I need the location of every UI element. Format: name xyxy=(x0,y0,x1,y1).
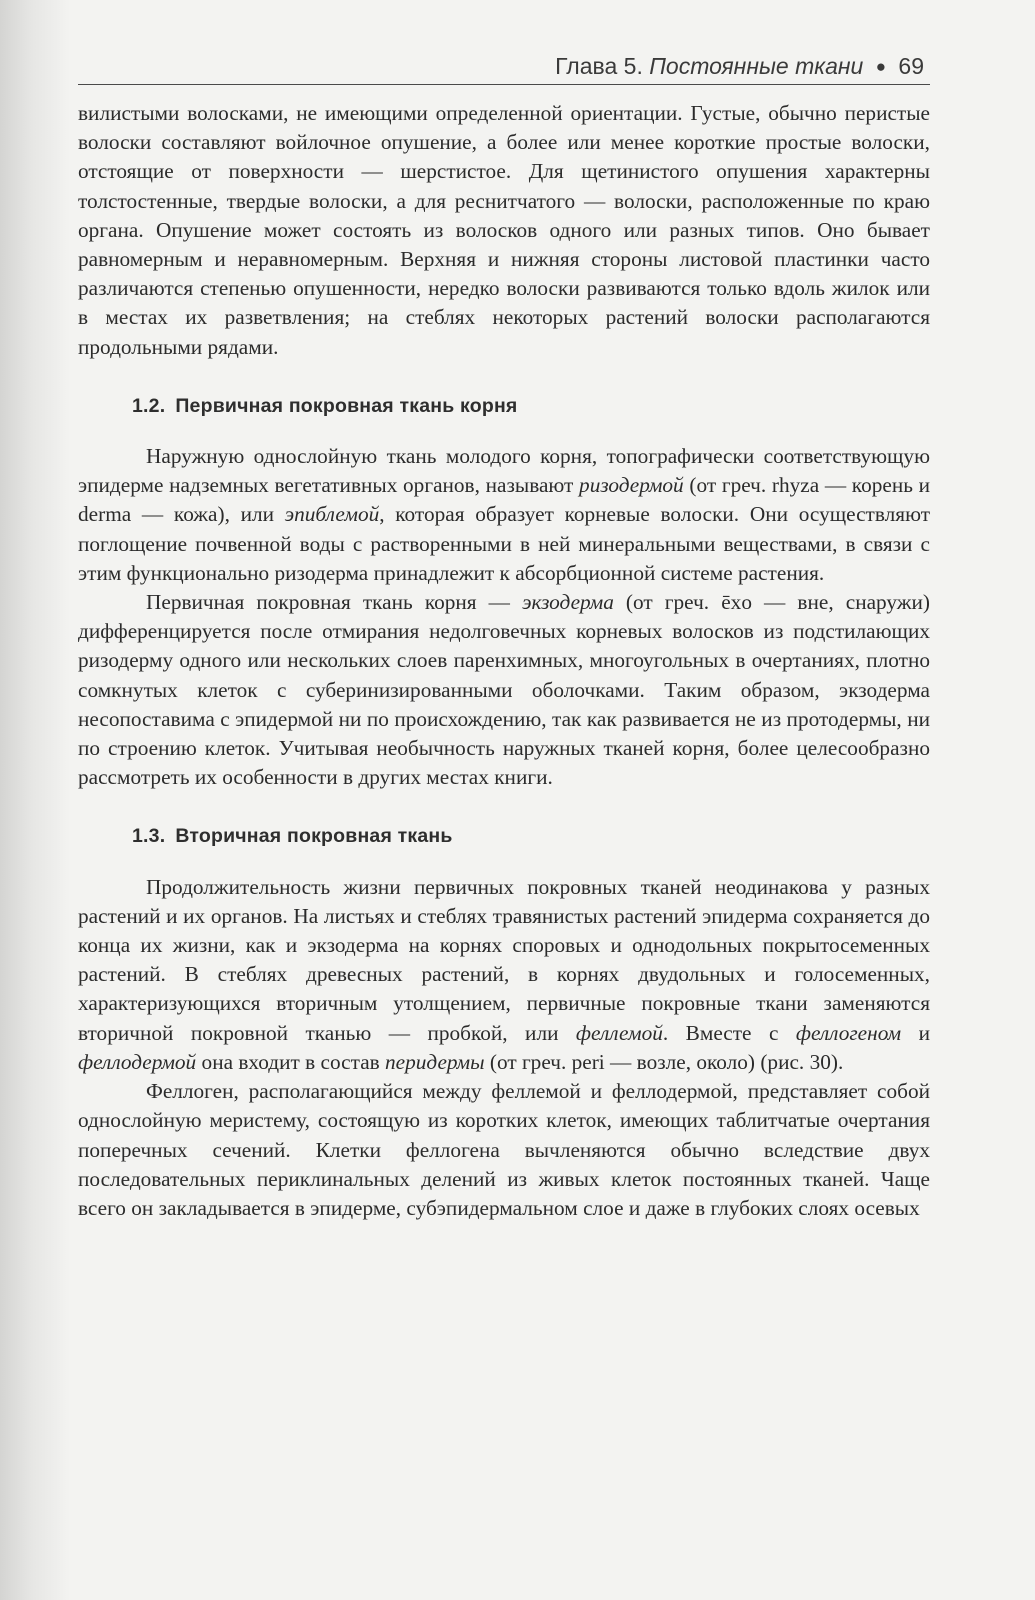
term-phellogen: феллогеном xyxy=(795,1020,902,1045)
bullet-separator: ● xyxy=(875,57,887,76)
section-title: Первичная покровная ткань корня xyxy=(175,394,518,417)
text-run: она входит в состав xyxy=(196,1049,386,1074)
text-run: , которая образует корневые волоски. Они осуществляют поглощение почвенной воды с растворенными в ней минеральными веществами, в связи с этим функционально ризодерма принадлежит к абсорбционной системе растения. xyxy=(78,502,931,585)
text-run: . Вместе с xyxy=(662,1020,796,1045)
text-run: (от греч. ēxo — вне, снаружи) дифференцируется после отмирания недолговечных корневых волосков из подстилающих ризодерму одного или нескольких слоев паренхимных, многоугольных в очертаниях, плотно сомкнутых клеток с суберинизированными оболочками. Таким образом, экзодерма несопоставима с эпидермой ни по происхождению, так как развивается не из протодермы, ни по строению клеток. Учитывая необычность наружных тканей корня, более целесообразно рассмотреть их особенности в других местах книги. xyxy=(78,590,930,790)
term-phelloderm: феллодермой xyxy=(78,1049,197,1074)
term-epiblema: эпиблемой xyxy=(284,502,380,527)
term-periderm: перидермы xyxy=(385,1049,485,1074)
text-run: Первичная покровная ткань корня — xyxy=(146,590,523,615)
text-run: Продолжительность жизни первичных покровных тканей неодинакова у разных растений и их органов. На листьях и стеблях травянистых растений эпидерма сохраняется до конца их жизни, как и экзодерма на корнях споровых и однодольных покрытосеменных растений. В стеблях древесных растений, в корнях двудольных и голосеменных, характеризующихся вторичным утолщением, первичные покровные ткани заменяются вторичной покровной тканью — пробкой, или xyxy=(78,874,930,1045)
page-number: 69 xyxy=(898,53,924,79)
section-number: 1.3. xyxy=(132,825,166,848)
term-exodermis: экзодерма xyxy=(522,590,614,615)
term-rhizodermis: ризодермой xyxy=(579,473,684,498)
text-run: и xyxy=(901,1020,930,1045)
text-run: Наружную однослойную ткань молодого корня, топографически соответствующую эпидерме надземных вегетативных органов, называют xyxy=(78,444,930,498)
chapter-title: Постоянные ткани xyxy=(649,53,864,79)
paragraph-exodermis xyxy=(78,588,930,792)
running-head xyxy=(78,48,930,85)
paragraph-rhizodermis xyxy=(78,442,930,588)
paragraph-secondary-tissue xyxy=(78,873,930,1077)
paragraph-phellogen: Феллоген, располагающийся между феллемой и феллодермой, представляет собой однослойную меристему, состоящую из коротких клеток, имеющих таблитчатые очертания поперечных сечений. Клетки феллогена вычленяются обычно вследствие двух последовательных периклинальных делений из живых клеток постоянных тканей. Чаще всего он закладывается в эпидерме, субэпидермальном слое и даже в глубоких слоях осевых xyxy=(78,1079,930,1220)
text-run: (от греч. peri — возле, около) (рис. 30). xyxy=(484,1049,844,1074)
term-phellem: феллемой xyxy=(575,1020,663,1045)
book-page xyxy=(78,48,930,1223)
section-heading-1-2 xyxy=(132,392,930,421)
text-run: (от греч. rhyza — корень и derma — кожа), или xyxy=(78,473,930,527)
paragraph-continued: вилистыми волосками, не имеющими определенной ориентации. Густые, обычно перистые волоски составляют войлочное опушение, а более или менее короткие простые волоски, отстоящие от поверхности — шерстистое. Для щетинистого опушения характерны толстостенные, твердые волоски, а для реснитчатого — волоски, расположенные по краю органа. Опушение может состоять из волосков одного или разных типов. Оно бывает равномерным и неравномерным. Верхняя и нижняя стороны листовой пластинки часто различаются степенью опушенности, нередко волоски развиваются только вдоль жилок или в местах их разветвления; на стеблях некоторых растений волоски располагаются продольными рядами. xyxy=(78,101,930,359)
section-title: Вторичная покровная ткань xyxy=(175,825,453,848)
chapter-label: Глава 5. xyxy=(555,53,643,79)
section-number: 1.2. xyxy=(132,394,166,417)
book-spine-shadow xyxy=(0,0,70,1600)
section-heading-1-3 xyxy=(132,822,930,851)
body-text xyxy=(78,99,930,1223)
